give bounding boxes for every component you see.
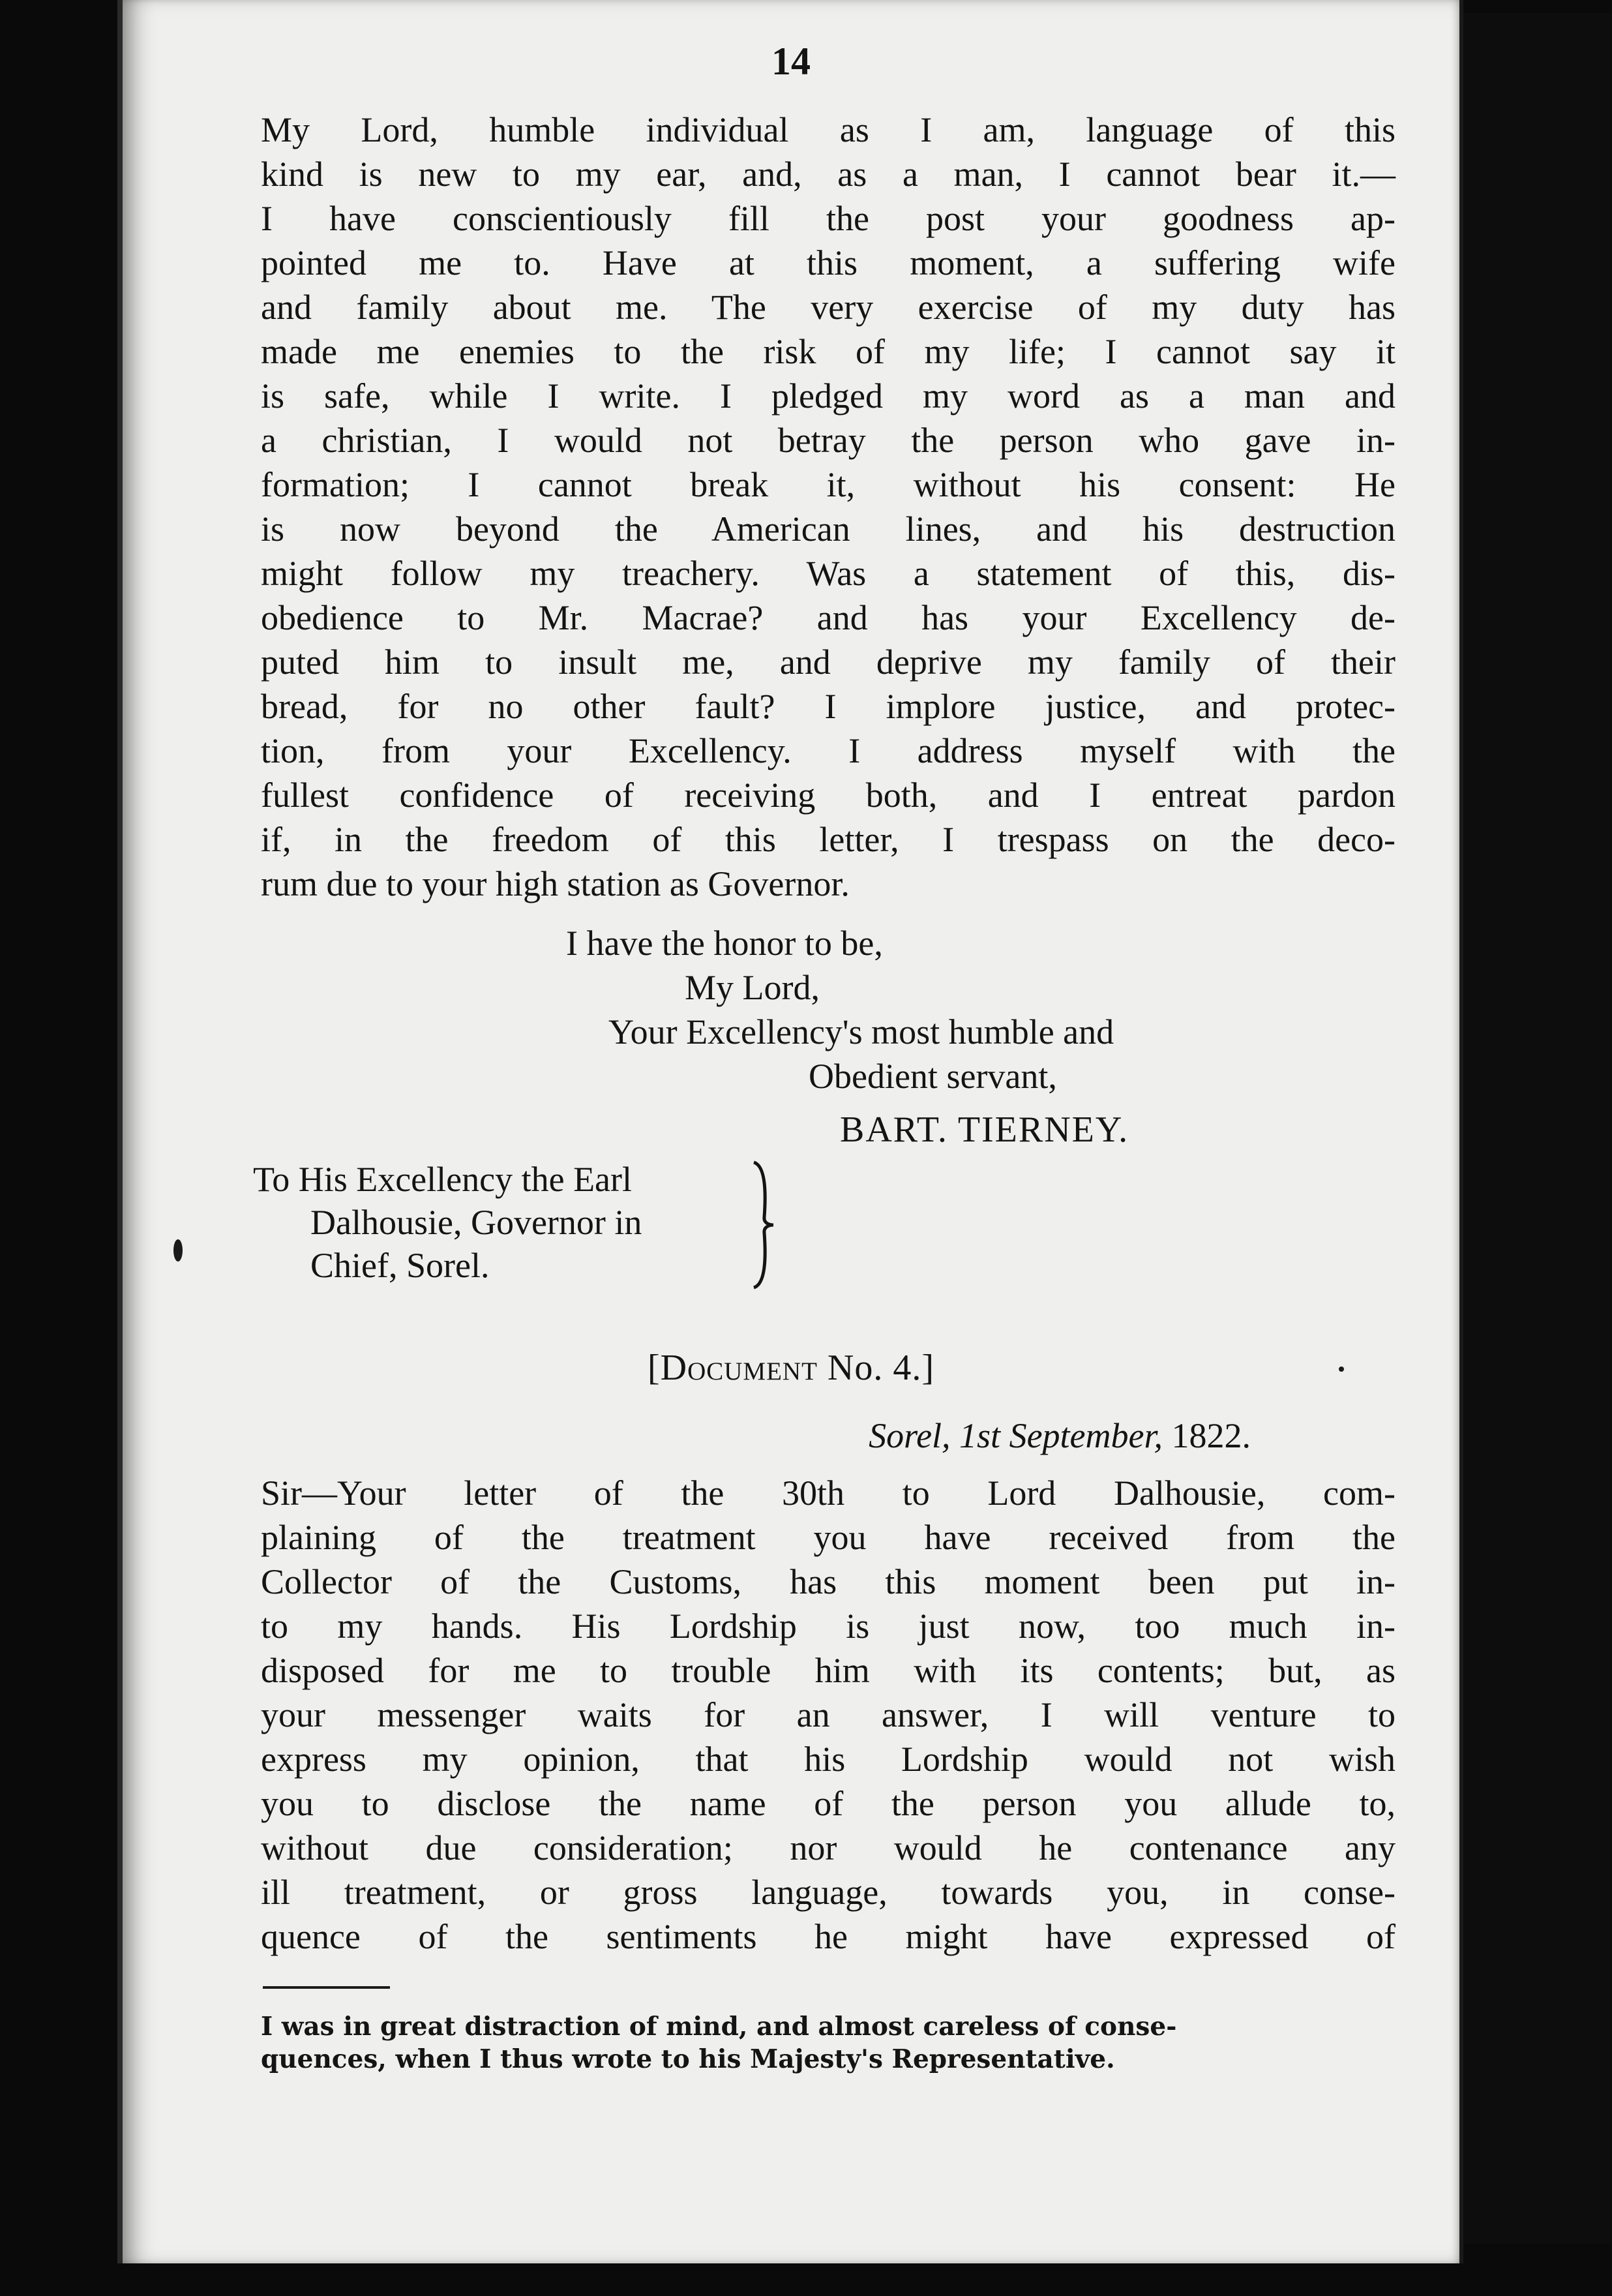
letter-line: rum due to your high station as Governor. xyxy=(261,864,850,903)
letter-line: made me enemies to the risk of my life; I cannot say it xyxy=(261,332,1396,371)
dateline xyxy=(869,1415,1251,1456)
footnote-rule xyxy=(263,1986,390,1989)
letter-line: if, in the freedom of this letter, I trespass on the deco- xyxy=(261,820,1396,859)
reply-line: Sir—Your letter of the 30th to Lord Dalhousie, com- xyxy=(261,1473,1396,1513)
closing-line: Your Excellency's most humble and xyxy=(608,1012,1114,1051)
letter-line: formation; I cannot break it, without his consent: He xyxy=(261,465,1396,504)
signature: BART. TIERNEY. xyxy=(840,1110,1129,1150)
letter-line: I have conscientiously fill the post your goodness ap- xyxy=(261,199,1396,238)
reply-line: you to disclose the name of the person you allude to, xyxy=(261,1784,1396,1823)
letter-line: obedience to Mr. Macrae? and has your Excellency de- xyxy=(261,598,1396,637)
address-line: Chief, Sorel. xyxy=(310,1246,490,1285)
adjacent-page-edge xyxy=(1458,13,1612,2244)
letter-line: kind is new to my ear, and, as a man, I cannot bear it.— xyxy=(261,155,1396,194)
letter-body xyxy=(261,108,1396,906)
letter-line: My Lord, humble individual as I am, language of this xyxy=(261,110,1396,149)
dateline-place: Sorel, xyxy=(869,1416,951,1455)
reply-line: express my opinion, that his Lordship would not wish xyxy=(261,1740,1396,1779)
reply-line: without due consideration; nor would he contenance any xyxy=(261,1828,1396,1867)
heading-word: Document xyxy=(660,1348,818,1388)
reply-line: Collector of the Customs, has this moment been put in- xyxy=(261,1562,1396,1601)
reply-line: to my hands. His Lordship is just now, too much in- xyxy=(261,1607,1396,1646)
dateline-date: 1st September, xyxy=(959,1416,1163,1455)
reply-body xyxy=(261,1471,1396,1959)
footnote-line: quences, when I thus wrote to his Majesty's Representative. xyxy=(261,2044,1115,2074)
closing-address: My Lord, xyxy=(685,968,820,1007)
heading-number: No. 4.] xyxy=(827,1348,935,1388)
footnote xyxy=(261,2010,1396,2076)
letter-line: and family about me. The very exercise of my duty has xyxy=(261,288,1396,327)
letter-line: pointed me to. Have at this moment, a suffering wife xyxy=(261,243,1396,282)
reply-line: ill treatment, or gross language, towards you, in conse- xyxy=(261,1873,1396,1912)
letter-line: might follow my treachery. Was a statement of this, dis- xyxy=(261,554,1396,593)
letter-line: is safe, while I write. I pledged my word as a man and xyxy=(261,376,1396,415)
scan-speck xyxy=(173,1239,183,1261)
reply-line: plaining of the treatment you have received from the xyxy=(261,1518,1396,1557)
closing-salutation: I have the honor to be, xyxy=(566,924,883,963)
dateline-year: 1822. xyxy=(1171,1416,1251,1455)
reply-line: quence of the sentiments he might have expressed of xyxy=(261,1917,1396,1956)
book-page xyxy=(117,0,1463,2263)
footnote-line: I was in great distraction of mind, and almost careless of conse- xyxy=(261,2012,1177,2042)
closing-line: Obedient servant, xyxy=(809,1057,1057,1096)
letter-line: fullest confidence of receiving both, and I entreat pardon xyxy=(261,776,1396,815)
reply-line: your messenger waits for an answer, I will venture to xyxy=(261,1695,1396,1734)
recipient-address xyxy=(253,1158,642,1287)
document-heading xyxy=(123,1347,1459,1389)
letter-line: a christian, I would not betray the person who gave in- xyxy=(261,421,1396,460)
curly-brace-icon xyxy=(750,1160,776,1290)
letter-line: is now beyond the American lines, and his destruction xyxy=(261,509,1396,549)
reply-line: disposed for me to trouble him with its contents; but, as xyxy=(261,1651,1396,1690)
heading-bracket: [ xyxy=(647,1348,661,1388)
address-line: To His Excellency the Earl xyxy=(253,1160,633,1199)
letter-line: bread, for no other fault? I implore justice, and protec- xyxy=(261,687,1396,726)
scan-speck xyxy=(1339,1367,1344,1372)
address-line: Dalhousie, Governor in xyxy=(310,1203,642,1242)
letter-line: puted him to insult me, and deprive my family of their xyxy=(261,642,1396,682)
letter-line: tion, from your Excellency. I address myself with the xyxy=(261,731,1396,770)
page-number: 14 xyxy=(771,40,811,83)
